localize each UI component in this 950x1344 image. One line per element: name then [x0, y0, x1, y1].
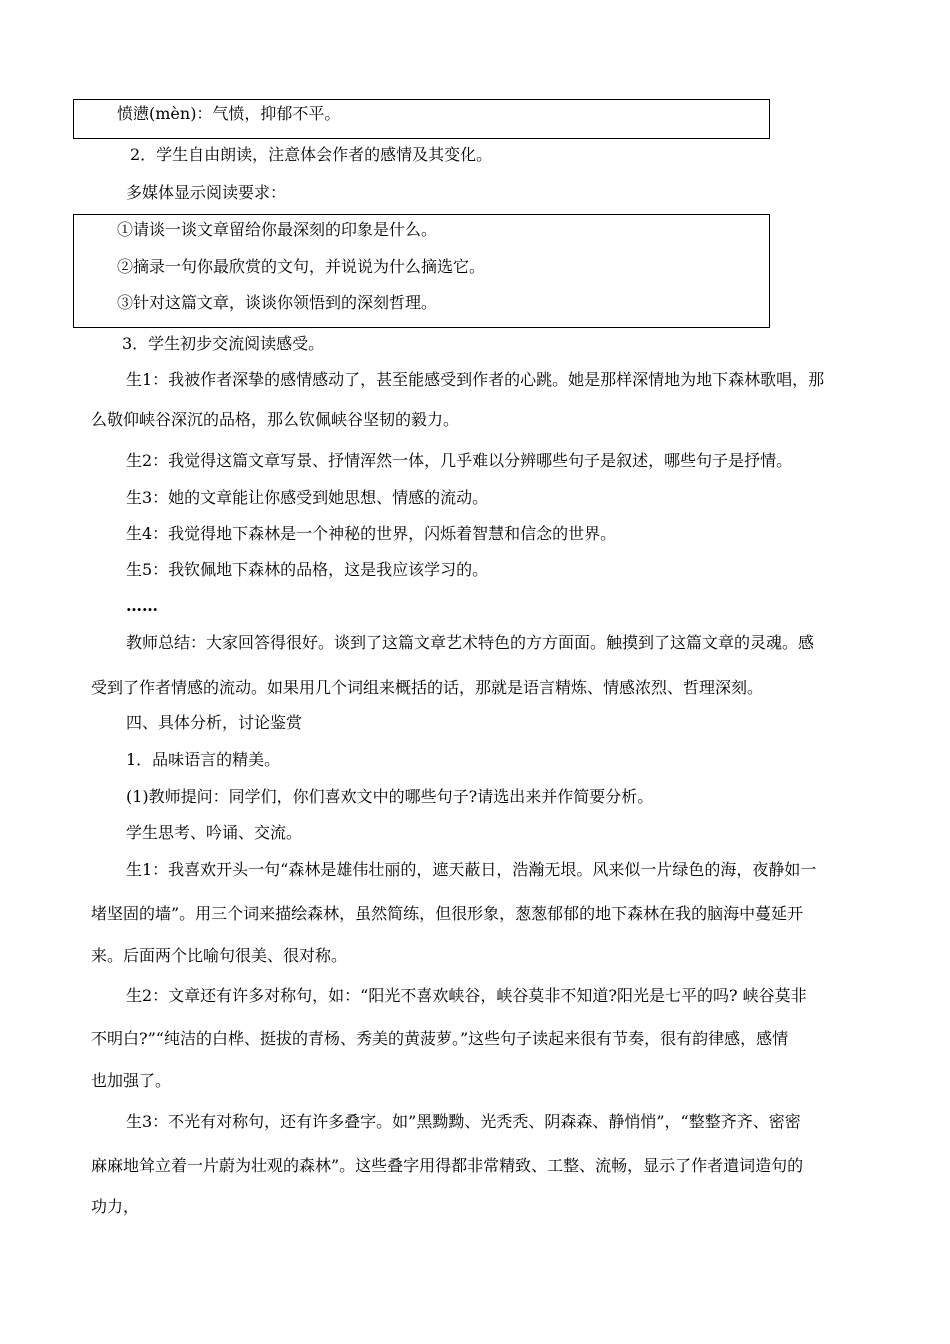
step-3: 3．学生初步交流阅读感受。 [122, 334, 325, 353]
answer-1-line-2: 堵坚固的墙”。用三个词来描绘森林，虽然简练，但很形象，葱葱郁郁的地下森林在我的脑海中蔓延开 [91, 904, 804, 923]
student-1-line-2: 么敬仰峡谷深沉的品格，那么钦佩峡谷坚韧的毅力。 [91, 410, 460, 429]
student-response: 学生思考、吟诵、交流。 [126, 823, 303, 842]
student-3: 生3：她的文章能让你感受到她思想、情感的流动。 [126, 488, 489, 507]
student-2: 生2：我觉得这篇文章写景、抒情浑然一体，几乎难以分辨哪些句子是叙述，哪些句子是抒情。 [126, 451, 793, 470]
media-intro: 多媒体显示阅读要求： [126, 183, 287, 202]
teacher-question: (1)教师提问：同学们，你们喜欢文中的哪些句子?请选出来并作简要分析。 [126, 787, 654, 806]
vocabulary-note: 愤懑(mèn)：气愤，抑郁不平。 [117, 104, 341, 123]
teacher-summary-line-2: 受到了作者情感的流动。如果用几个词组来概括的话，那就是语言精炼、情感浓烈、哲理深刻。 [91, 678, 764, 697]
answer-2-line-3: 也加强了。 [91, 1071, 172, 1090]
answer-1-line-3: 来。后面两个比喻句很美、很对称。 [91, 946, 348, 965]
answer-3-line-3: 功力， [91, 1197, 140, 1216]
answer-3-line-2: 麻麻地耸立着一片蔚为壮观的森林”。这些叠字用得都非常精致、工整、流畅，显示了作者遣词造句的 [91, 1156, 804, 1175]
answer-1-line-1: 生1：我喜欢开头一句“森林是雄伟壮丽的，遮天蔽日，浩瀚无垠。风来似一片绿色的海，夜静如一 [126, 860, 817, 879]
answer-3-line-1: 生3：不光有对称句，还有许多叠字。如”黑黝黝、光秃秃、阴森森、静悄悄”，“整整齐齐、密密 [126, 1112, 801, 1131]
answer-2-line-2: 不明白?”“纯洁的白桦、挺拔的青杨、秀美的黄菠萝。”这些句子读起来很有节奏，很有韵律感，感情 [91, 1029, 789, 1048]
ellipsis: …… [126, 596, 158, 615]
step-2: 2．学生自由朗读，注意体会作者的感情及其变化。 [130, 145, 493, 164]
section-4-item-1: 1．品味语言的精美。 [126, 750, 281, 769]
student-1-line-1: 生1：我被作者深挚的感情感动了，甚至能感受到作者的心跳。她是那样深情地为地下森林歌唱，那 [126, 370, 825, 389]
student-4: 生4：我觉得地下森林是一个神秘的世界，闪烁着智慧和信念的世界。 [126, 524, 617, 543]
requirement-item: ②摘录一句你最欣赏的文句，并说说为什么摘选它。 [117, 257, 486, 276]
requirement-item: ①请谈一谈文章留给你最深刻的印象是什么。 [117, 220, 438, 239]
section-4-heading: 四、具体分析，讨论鉴赏 [126, 713, 303, 732]
student-5: 生5：我钦佩地下森林的品格，这是我应该学习的。 [126, 560, 489, 579]
answer-2-line-1: 生2：文章还有许多对称句，如：“阳光不喜欢峡谷，峡谷莫非不知道?阳光是七平的吗? 峡谷莫非 [126, 986, 807, 1005]
requirement-item: ③针对这篇文章，谈谈你领悟到的深刻哲理。 [117, 293, 438, 312]
teacher-summary-line-1: 教师总结：大家回答得很好。谈到了这篇文章艺术特色的方方面面。触摸到了这篇文章的灵魂。感 [126, 633, 815, 652]
